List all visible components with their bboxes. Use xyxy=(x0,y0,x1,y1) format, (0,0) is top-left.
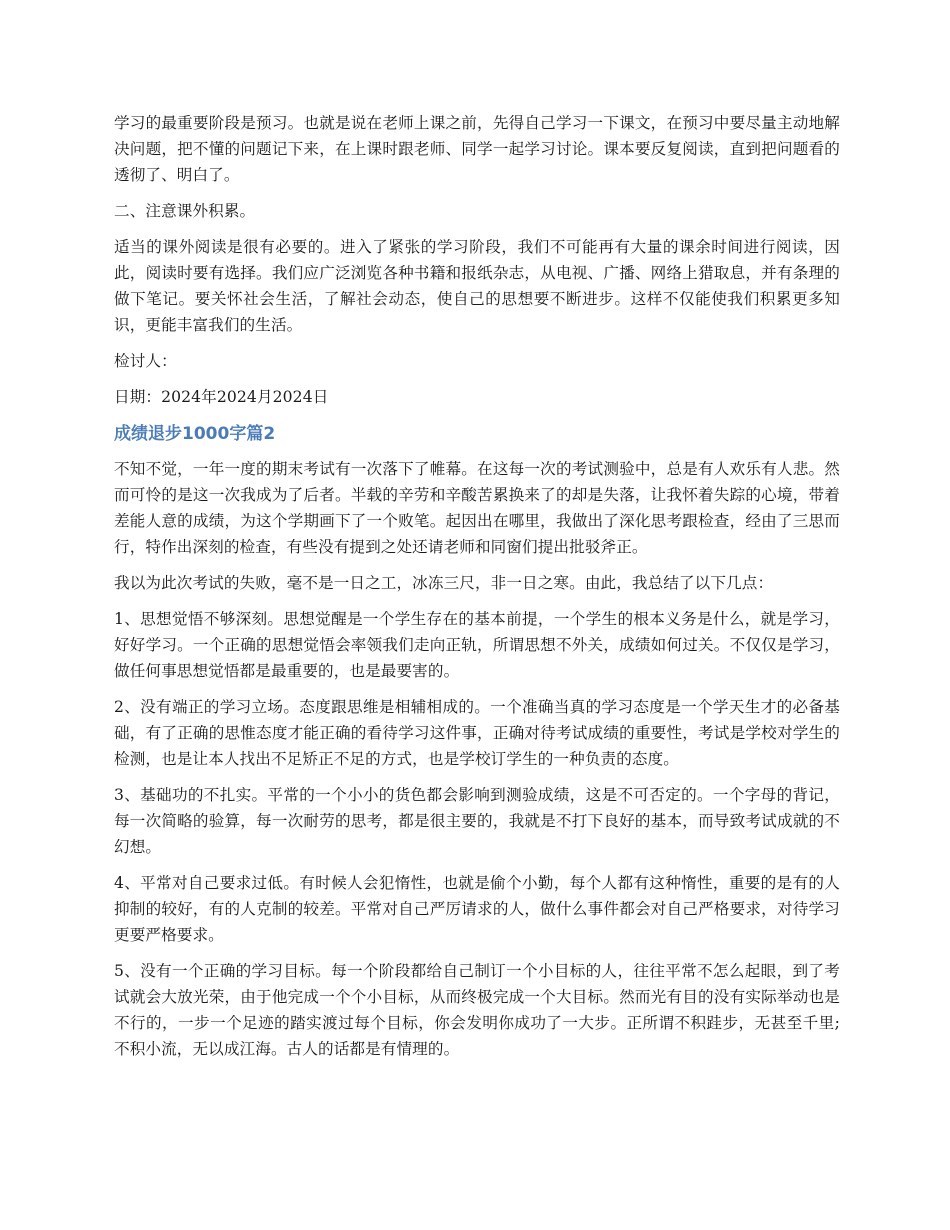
paragraph-summary-points: 我以为此次考试的失败，毫不是一日之工，冰冻三尺，非一日之寒。由此，我总结了以下几点： xyxy=(114,574,774,592)
paragraph-extracurricular-reading: 适当的课外阅读是很有必要的。进入了紧张的学习阶段，我们不可能再有大量的课余时间进行阅读，因此，阅读时要有选择。我们应广泛浏览各种书籍和报纸杂志，从电视、广播、网络上猎取息，并有条理的做下笔记。要关怀社会生活，了解社会动态，使自己的思想要不断进步。这样不仅能使我们积累更多知识，更能丰富我们的生活。 xyxy=(114,238,840,334)
paragraph-point-4: 4、平常对自己要求过低。有时候人会犯惰性，也就是偷个小勤，每个人都有这种惰性，重要的是有的人抑制的较好，有的人克制的较差。平常对自己严厉请求的人，做什么事件都会对自己严格要求，对待学习更要严格要求。 xyxy=(114,874,840,944)
paragraph-intro: 不知不觉，一年一度的期末考试有一次落下了帷幕。在这每一次的考试测验中，总是有人欢乐有人悲。然而可怜的是这一次我成为了后者。半载的辛劳和辛酸苦累换来了的却是失落，让我怀着失踪的心境，带着差能人意的成绩，为这个学期画下了一个败笔。起因出在哪里，我做出了深化思考跟检查，经由了三思而行，特作出深刻的检查，有些没有提到之处还请老师和同窗们提出批驳斧正。 xyxy=(114,460,840,556)
paragraph-point-1: 1、思想觉悟不够深刻。思想觉醒是一个学生存在的基本前提，一个学生的根本义务是什么，就是学习，好好学习。一个正确的思想觉悟会率领我们走向正轨，所谓思想不外关，成绩如何过关。不仅仅是学习，做任何事思想觉悟都是最重要的，也是最要害的。 xyxy=(114,610,840,680)
paragraph-point-5: 5、没有一个正确的学习目标。每一个阶段都给自己制订一个小目标的人，往往平常不怎么起眼，到了考试就会大放光荣，由于他完成一个个小目标，从而终极完成一个大目标。然而光有目的没有实际举动也是不行的，一步一个足迹的踏实渡过每个目标，你会发明你成功了一大步。正所谓不积跬步，无甚至千里;不积小流，无以成江海。古人的话都是有情理的。 xyxy=(114,962,840,1058)
paragraph-point-3: 3、基础功的不扎实。平常的一个小小的货色都会影响到测验成绩，这是不可否定的。一个字母的背记，每一次简略的验算，每一次耐劳的思考，都是很主要的，我就是不打下良好的基本，而导致考试成就的不幻想。 xyxy=(114,786,840,856)
paragraph-section-title-extracurricular: 二、注意课外积累。 xyxy=(114,202,256,220)
paragraph-preview-study: 学习的最重要阶段是预习。也就是说在老师上课之前，先得自己学习一下课文，在预习中要尽量主动地解决问题，把不懂的问题记下来，在上课时跟老师、同学一起学习讨论。课本要反复阅读，直到把问题看的透彻了、明白了。 xyxy=(114,114,840,184)
paragraph-reviewer-label: 检讨人： xyxy=(114,352,177,370)
paragraph-date: 日期：2024年2024月2024日 xyxy=(114,388,329,406)
paragraph-point-2: 2、没有端正的学习立场。态度跟思维是相辅相成的。一个准确当真的学习态度是一个学天生才的必备基础，有了正确的思惟态度才能正确的看待学习这件事，正确对待考试成绩的重要性，考试是学校对学生的检测，也是让本人找出不足矫正不足的方式，也是学校订学生的一种负责的态度。 xyxy=(114,698,840,768)
article-heading: 成绩退步1000字篇2 xyxy=(114,424,276,444)
document-page xyxy=(114,110,840,1072)
